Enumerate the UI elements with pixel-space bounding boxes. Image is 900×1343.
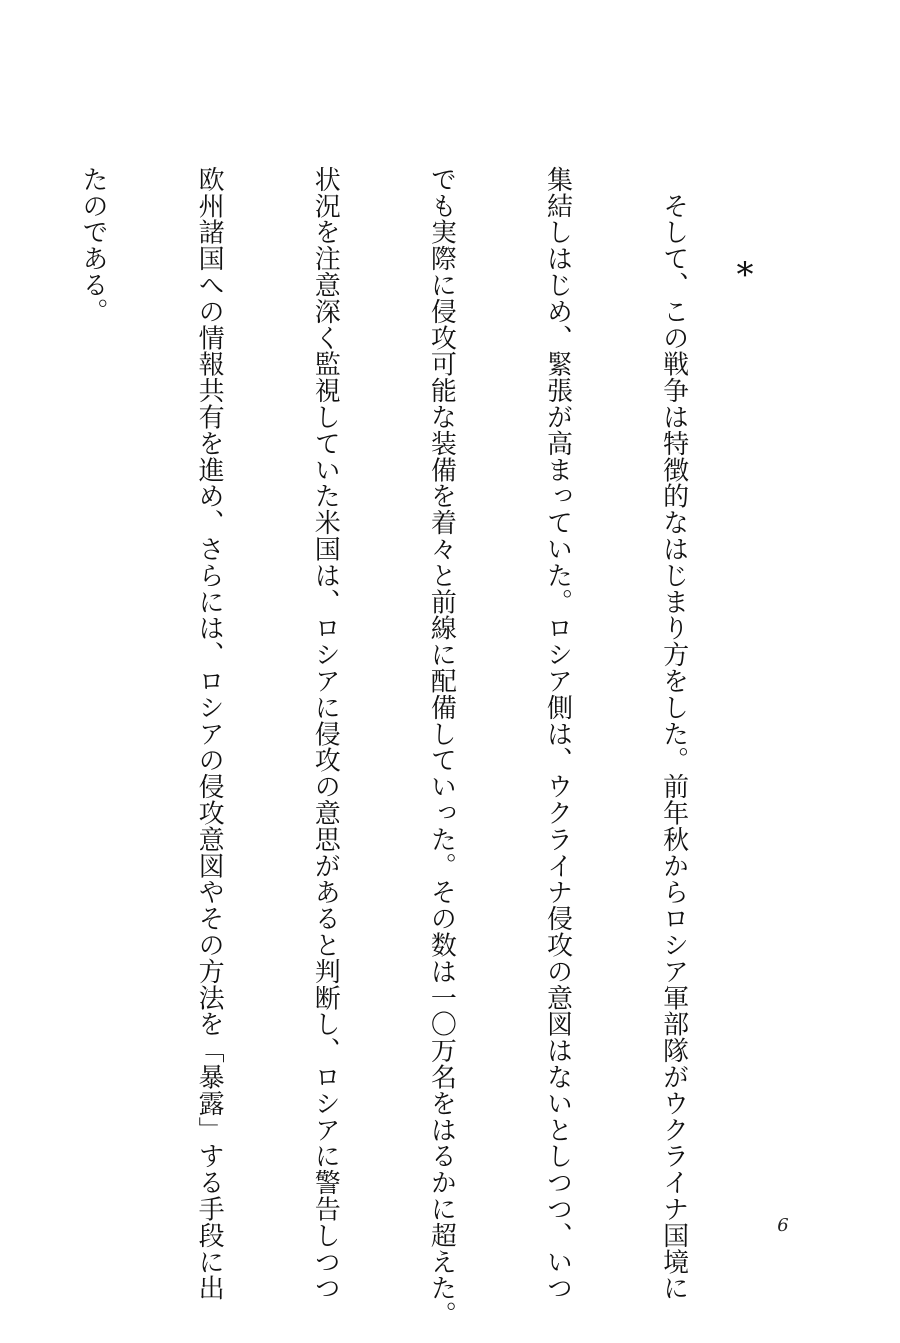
section-break-asterisk: * <box>736 255 754 295</box>
text-column: 集結しはじめ、緊張が高まっていた。ロシア側は、ウクライナ侵攻の意図はないとしつつ、いつ <box>542 166 573 1302</box>
text-column: 欧州諸国への情報共有を進め、さらには、ロシアの侵攻意図やその方法を「暴露」する手段に出 <box>194 166 225 1302</box>
text-column: でも実際に侵攻可能な装備を着々と前線に配備していった。その数は一〇万名をはるかに超えた。 <box>426 166 457 1328</box>
text-column: そして、この戦争は特徴的なはじまり方をした。前年秋からロシア軍部隊がウクライナ国境に <box>658 166 689 1302</box>
text-column: たのである。 <box>78 166 109 325</box>
vertical-body-text <box>0 166 770 1328</box>
text-column: 状況を注意深く監視していた米国は、ロシアに侵攻の意思があると判断し、ロシアに警告しつつ <box>310 166 341 1302</box>
page-number: 6 <box>777 1215 789 1236</box>
